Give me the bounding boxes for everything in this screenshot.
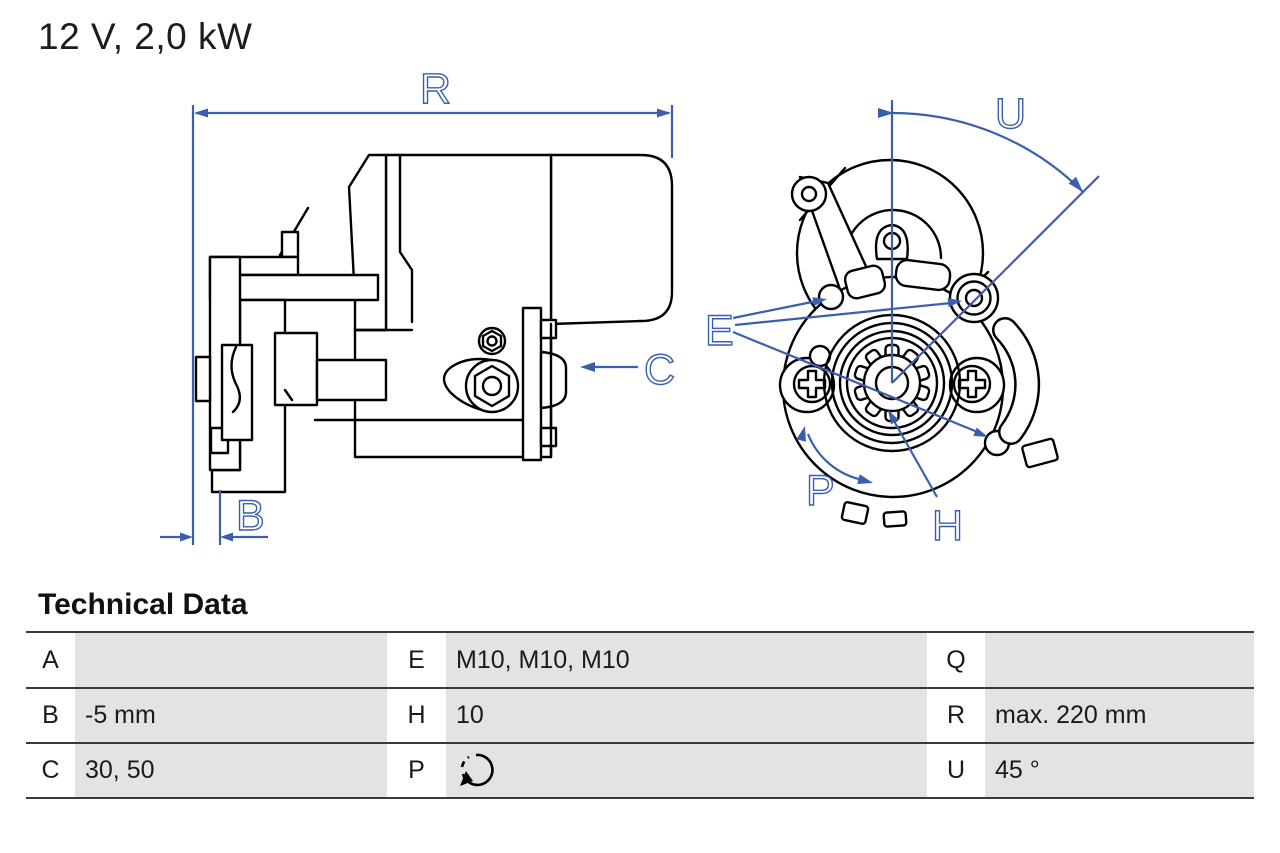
dimension-label-c: C xyxy=(644,346,676,394)
page-title: 12 V, 2,0 kW xyxy=(38,16,253,57)
spec-value-b: -5 mm xyxy=(75,689,387,742)
spec-key-q: Q xyxy=(927,633,985,687)
spec-value-p xyxy=(446,744,927,797)
dimension-label-e: E xyxy=(705,307,734,355)
spec-value-a xyxy=(75,633,387,687)
rotation-direction-icon xyxy=(456,750,500,792)
dimension-label-p: P xyxy=(806,467,835,515)
spec-value-h: 10 xyxy=(446,689,927,742)
spec-key-r: R xyxy=(927,689,985,742)
spec-value-r: max. 220 mm xyxy=(985,689,1254,742)
spec-value-u: 45 ° xyxy=(985,744,1254,797)
spec-key-a: A xyxy=(26,633,75,687)
spec-key-h: H xyxy=(387,689,446,742)
spec-value-e: M10, M10, M10 xyxy=(446,633,927,687)
spec-value-q xyxy=(985,633,1254,687)
table-row xyxy=(26,742,1254,797)
technical-data-table xyxy=(26,631,1254,799)
table-row xyxy=(26,631,1254,687)
spec-key-c: C xyxy=(26,744,75,797)
spec-key-p: P xyxy=(387,744,446,797)
spec-key-b: B xyxy=(26,689,75,742)
table-row xyxy=(26,687,1254,742)
dimension-label-u: U xyxy=(995,90,1027,138)
spec-key-u: U xyxy=(927,744,985,797)
side-view-drawing xyxy=(196,155,672,492)
dimension-label-r: R xyxy=(420,65,452,113)
technical-data-heading: Technical Data xyxy=(38,588,248,621)
spec-key-e: E xyxy=(387,633,446,687)
spec-value-c: 30, 50 xyxy=(75,744,387,797)
dimension-label-b: B xyxy=(236,492,265,540)
dimension-label-h: H xyxy=(932,502,964,550)
